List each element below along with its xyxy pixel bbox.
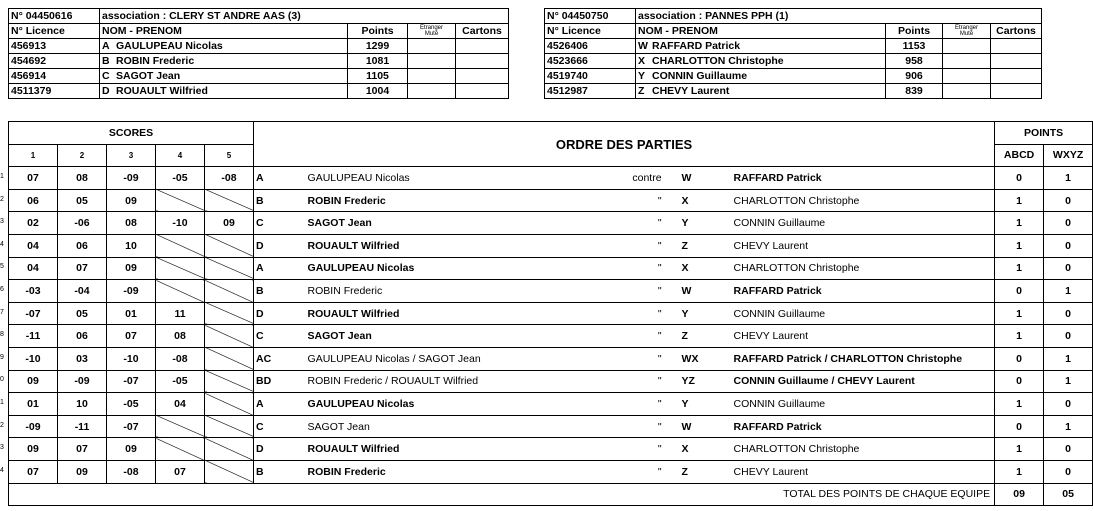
player-licence: 4512987 bbox=[545, 84, 636, 99]
score-cell: 09 bbox=[107, 257, 156, 280]
score-cell: 09 bbox=[58, 460, 107, 483]
right-letter: W bbox=[676, 280, 732, 303]
score-empty-cell bbox=[205, 280, 254, 303]
left-player: ROBIN Frederic bbox=[306, 460, 576, 483]
score-empty-cell bbox=[205, 347, 254, 370]
player-points: 906 bbox=[886, 69, 943, 84]
name-header: NOM - PRENOM bbox=[100, 24, 348, 39]
score-cell: -08 bbox=[205, 167, 254, 190]
player-cartons bbox=[456, 84, 509, 99]
points-abcd: 0 bbox=[995, 370, 1044, 393]
player-row bbox=[545, 54, 1042, 69]
points-abcd: 0 bbox=[995, 347, 1044, 370]
points-wxyz: 0 bbox=[1044, 302, 1093, 325]
player-row bbox=[9, 39, 509, 54]
player-etranger-mute bbox=[408, 39, 456, 54]
versus-label: " bbox=[576, 393, 676, 416]
row-number: 9 bbox=[0, 353, 4, 361]
team-b-table bbox=[544, 8, 1042, 99]
name-header: NOM - PRENOM bbox=[636, 24, 886, 39]
right-letter: Y bbox=[676, 302, 732, 325]
player-licence: 456914 bbox=[9, 69, 100, 84]
points-wxyz: 1 bbox=[1044, 370, 1093, 393]
versus-label: " bbox=[576, 189, 676, 212]
points-abcd: 0 bbox=[995, 415, 1044, 438]
player-cartons bbox=[991, 54, 1042, 69]
player-name: CHEVY Laurent bbox=[652, 85, 730, 97]
row-number: 2 bbox=[0, 195, 4, 203]
match-row bbox=[9, 212, 1093, 235]
left-player: ROUAULT Wilfried bbox=[306, 302, 576, 325]
right-player: CHARLOTTON Christophe bbox=[732, 438, 995, 461]
score-cell: 10 bbox=[58, 393, 107, 416]
score-cell: -09 bbox=[9, 415, 58, 438]
points-abcd: 1 bbox=[995, 212, 1044, 235]
versus-label: contre bbox=[576, 167, 676, 190]
score-cell: 07 bbox=[58, 257, 107, 280]
team-b-association: association : PANNES PPH (1) bbox=[636, 9, 1042, 24]
right-player: CHARLOTTON Christophe bbox=[732, 189, 995, 212]
player-name: ROUAULT Wilfried bbox=[116, 85, 208, 97]
team-a-association: association : CLERY ST ANDRE AAS (3) bbox=[100, 9, 509, 24]
points-wxyz: 0 bbox=[1044, 212, 1093, 235]
left-player: SAGOT Jean bbox=[306, 325, 576, 348]
cartons-header: Cartons bbox=[456, 24, 509, 39]
player-name-cell bbox=[100, 69, 348, 84]
left-letter: B bbox=[254, 280, 306, 303]
player-letter: Z bbox=[638, 85, 645, 97]
score-cell: 08 bbox=[156, 325, 205, 348]
player-licence: 4526406 bbox=[545, 39, 636, 54]
right-player: RAFFARD Patrick bbox=[732, 167, 995, 190]
score-cell: 09 bbox=[9, 370, 58, 393]
scores-title: SCORES bbox=[9, 122, 254, 145]
total-wxyz: 05 bbox=[1044, 483, 1093, 506]
score-cell: -09 bbox=[107, 167, 156, 190]
match-row bbox=[9, 234, 1093, 257]
score-col-1: 1 bbox=[9, 144, 58, 167]
player-letter: Y bbox=[638, 70, 646, 82]
score-cell: 06 bbox=[58, 325, 107, 348]
player-cartons bbox=[991, 84, 1042, 99]
right-player: CHEVY Laurent bbox=[732, 234, 995, 257]
player-name-cell bbox=[636, 54, 886, 69]
player-row bbox=[9, 54, 509, 69]
player-points: 1105 bbox=[348, 69, 408, 84]
left-player: ROUAULT Wilfried bbox=[306, 234, 576, 257]
points-abcd: 1 bbox=[995, 438, 1044, 461]
player-letter: D bbox=[102, 85, 110, 97]
score-cell: 05 bbox=[58, 189, 107, 212]
row-number: 4 bbox=[0, 240, 4, 248]
score-cell: 07 bbox=[107, 325, 156, 348]
score-cell: -06 bbox=[58, 212, 107, 235]
score-cell: 08 bbox=[58, 167, 107, 190]
score-empty-cell bbox=[205, 393, 254, 416]
match-row bbox=[9, 325, 1093, 348]
row-number: 6 bbox=[0, 285, 4, 293]
left-player: ROBIN Frederic bbox=[306, 280, 576, 303]
score-empty-cell bbox=[205, 370, 254, 393]
match-row bbox=[9, 280, 1093, 303]
points-wxyz: 0 bbox=[1044, 438, 1093, 461]
player-licence: 454692 bbox=[9, 54, 100, 69]
points-wxyz: 0 bbox=[1044, 257, 1093, 280]
left-player: GAULUPEAU Nicolas bbox=[306, 393, 576, 416]
player-etranger-mute bbox=[943, 54, 991, 69]
right-player: RAFFARD Patrick bbox=[732, 280, 995, 303]
score-cell: 04 bbox=[156, 393, 205, 416]
match-row bbox=[9, 370, 1093, 393]
right-player: CHARLOTTON Christophe bbox=[732, 257, 995, 280]
score-cell: -10 bbox=[9, 347, 58, 370]
match-row bbox=[9, 347, 1093, 370]
score-cell: 02 bbox=[9, 212, 58, 235]
score-cell: -03 bbox=[9, 280, 58, 303]
row-number: 3 bbox=[0, 444, 4, 452]
right-letter: X bbox=[676, 438, 732, 461]
player-letter: W bbox=[638, 40, 648, 52]
player-licence: 4511379 bbox=[9, 84, 100, 99]
versus-label: " bbox=[576, 234, 676, 257]
score-cell: -08 bbox=[107, 460, 156, 483]
versus-label: " bbox=[576, 438, 676, 461]
score-col-4: 4 bbox=[156, 144, 205, 167]
score-cell: 04 bbox=[9, 234, 58, 257]
player-points: 1004 bbox=[348, 84, 408, 99]
score-cell: -07 bbox=[9, 302, 58, 325]
score-cell: -11 bbox=[58, 415, 107, 438]
points-abcd: 1 bbox=[995, 460, 1044, 483]
points-wxyz: 0 bbox=[1044, 234, 1093, 257]
points-wxyz: 1 bbox=[1044, 167, 1093, 190]
score-cell: 07 bbox=[156, 460, 205, 483]
team-a-table bbox=[8, 8, 509, 99]
score-empty-cell bbox=[156, 257, 205, 280]
player-name: GAULUPEAU Nicolas bbox=[116, 40, 223, 52]
left-letter: D bbox=[254, 234, 306, 257]
left-player: GAULUPEAU Nicolas / SAGOT Jean bbox=[306, 347, 576, 370]
row-number: 4 bbox=[0, 466, 4, 474]
score-cell: 10 bbox=[107, 234, 156, 257]
matches-table bbox=[8, 121, 1093, 506]
order-title: ORDRE DES PARTIES bbox=[254, 122, 995, 167]
etranger-mute-header: Etranger Muté bbox=[408, 24, 456, 39]
points-abcd: 1 bbox=[995, 234, 1044, 257]
score-cell: 07 bbox=[9, 167, 58, 190]
score-cell: 01 bbox=[107, 302, 156, 325]
player-name-cell bbox=[636, 84, 886, 99]
row-number: 3 bbox=[0, 218, 4, 226]
points-abcd: 1 bbox=[995, 302, 1044, 325]
left-player: SAGOT Jean bbox=[306, 212, 576, 235]
right-player: RAFFARD Patrick bbox=[732, 415, 995, 438]
match-row bbox=[9, 393, 1093, 416]
match-row bbox=[9, 438, 1093, 461]
score-empty-cell bbox=[205, 460, 254, 483]
player-etranger-mute bbox=[943, 39, 991, 54]
player-name-cell bbox=[636, 69, 886, 84]
player-row bbox=[545, 84, 1042, 99]
score-cell: 03 bbox=[58, 347, 107, 370]
player-points: 1081 bbox=[348, 54, 408, 69]
points-wxyz: 0 bbox=[1044, 325, 1093, 348]
points-header: Points bbox=[886, 24, 943, 39]
right-player: CONNIN Guillaume bbox=[732, 302, 995, 325]
score-empty-cell bbox=[156, 415, 205, 438]
score-cell: -07 bbox=[107, 415, 156, 438]
score-cell: -10 bbox=[156, 212, 205, 235]
score-cell: 01 bbox=[9, 393, 58, 416]
versus-label: " bbox=[576, 370, 676, 393]
score-col-3: 3 bbox=[107, 144, 156, 167]
right-letter: Z bbox=[676, 234, 732, 257]
left-letter: B bbox=[254, 460, 306, 483]
score-col-5: 5 bbox=[205, 144, 254, 167]
left-letter: D bbox=[254, 302, 306, 325]
wxyz-header: WXYZ bbox=[1044, 144, 1093, 167]
player-name: ROBIN Frederic bbox=[116, 55, 195, 67]
right-letter: Z bbox=[676, 460, 732, 483]
right-player: CHEVY Laurent bbox=[732, 325, 995, 348]
player-row bbox=[545, 69, 1042, 84]
score-cell: 06 bbox=[58, 234, 107, 257]
score-empty-cell bbox=[156, 234, 205, 257]
player-cartons bbox=[456, 54, 509, 69]
score-cell: -05 bbox=[156, 167, 205, 190]
versus-label: " bbox=[576, 415, 676, 438]
etranger-mute-header: Etranger Muté bbox=[943, 24, 991, 39]
player-name: CHARLOTTON Christophe bbox=[652, 55, 784, 67]
left-player: GAULUPEAU Nicolas bbox=[306, 167, 576, 190]
team-b-number: N° 04450750 bbox=[545, 9, 636, 24]
left-player: ROUAULT Wilfried bbox=[306, 438, 576, 461]
score-cell: 11 bbox=[156, 302, 205, 325]
left-player: ROBIN Frederic bbox=[306, 189, 576, 212]
player-row bbox=[545, 39, 1042, 54]
player-etranger-mute bbox=[408, 69, 456, 84]
player-points: 958 bbox=[886, 54, 943, 69]
points-wxyz: 0 bbox=[1044, 393, 1093, 416]
player-name-cell bbox=[100, 54, 348, 69]
right-player: CONNIN Guillaume bbox=[732, 212, 995, 235]
score-cell: 09 bbox=[107, 438, 156, 461]
player-etranger-mute bbox=[408, 54, 456, 69]
player-cartons bbox=[456, 69, 509, 84]
score-col-2: 2 bbox=[58, 144, 107, 167]
score-cell: -08 bbox=[156, 347, 205, 370]
versus-label: " bbox=[576, 257, 676, 280]
row-number: 1 bbox=[0, 172, 4, 180]
score-cell: 05 bbox=[58, 302, 107, 325]
score-cell: -09 bbox=[107, 280, 156, 303]
score-empty-cell bbox=[205, 302, 254, 325]
points-wxyz: 1 bbox=[1044, 415, 1093, 438]
player-cartons bbox=[456, 39, 509, 54]
match-row bbox=[9, 302, 1093, 325]
licence-header: N° Licence bbox=[545, 24, 636, 39]
left-letter: D bbox=[254, 438, 306, 461]
player-points: 1299 bbox=[348, 39, 408, 54]
left-letter: C bbox=[254, 212, 306, 235]
player-name-cell bbox=[636, 39, 886, 54]
player-letter: X bbox=[638, 55, 646, 67]
score-empty-cell bbox=[205, 438, 254, 461]
team-a-number: N° 04450616 bbox=[9, 9, 100, 24]
right-letter: W bbox=[676, 415, 732, 438]
right-letter: W bbox=[676, 167, 732, 190]
total-label: TOTAL DES POINTS DE CHAQUE EQUIPE bbox=[9, 483, 995, 506]
right-player: CHEVY Laurent bbox=[732, 460, 995, 483]
right-player: RAFFARD Patrick / CHARLOTTON Christophe bbox=[732, 347, 995, 370]
left-letter: A bbox=[254, 257, 306, 280]
score-cell: 06 bbox=[9, 189, 58, 212]
points-wxyz: 1 bbox=[1044, 280, 1093, 303]
right-letter: Y bbox=[676, 212, 732, 235]
score-cell: -10 bbox=[107, 347, 156, 370]
left-letter: AC bbox=[254, 347, 306, 370]
points-abcd: 1 bbox=[995, 393, 1044, 416]
left-player: SAGOT Jean bbox=[306, 415, 576, 438]
points-abcd: 1 bbox=[995, 189, 1044, 212]
score-empty-cell bbox=[205, 234, 254, 257]
right-letter: Y bbox=[676, 393, 732, 416]
score-cell: -04 bbox=[58, 280, 107, 303]
score-empty-cell bbox=[205, 325, 254, 348]
versus-label: " bbox=[576, 460, 676, 483]
player-row bbox=[9, 69, 509, 84]
right-letter: Z bbox=[676, 325, 732, 348]
player-licence: 4519740 bbox=[545, 69, 636, 84]
row-number: 2 bbox=[0, 421, 4, 429]
score-empty-cell bbox=[156, 280, 205, 303]
versus-label: " bbox=[576, 280, 676, 303]
score-empty-cell bbox=[156, 189, 205, 212]
match-row bbox=[9, 415, 1093, 438]
score-empty-cell bbox=[205, 189, 254, 212]
match-row bbox=[9, 167, 1093, 190]
right-letter: WX bbox=[676, 347, 732, 370]
match-row bbox=[9, 189, 1093, 212]
player-etranger-mute bbox=[943, 84, 991, 99]
versus-label: " bbox=[576, 302, 676, 325]
score-empty-cell bbox=[205, 415, 254, 438]
score-empty-cell bbox=[205, 257, 254, 280]
match-row bbox=[9, 460, 1093, 483]
score-cell: -05 bbox=[107, 393, 156, 416]
points-wxyz: 0 bbox=[1044, 460, 1093, 483]
left-letter: C bbox=[254, 325, 306, 348]
score-cell: 09 bbox=[205, 212, 254, 235]
player-name: CONNIN Guillaume bbox=[652, 70, 748, 82]
points-abcd: 0 bbox=[995, 280, 1044, 303]
player-cartons bbox=[991, 39, 1042, 54]
points-abcd: 0 bbox=[995, 167, 1044, 190]
score-cell: 04 bbox=[9, 257, 58, 280]
score-cell: 09 bbox=[107, 189, 156, 212]
points-header: Points bbox=[348, 24, 408, 39]
left-player: ROBIN Frederic / ROUAULT Wilfried bbox=[306, 370, 576, 393]
total-abcd: 09 bbox=[995, 483, 1044, 506]
abcd-header: ABCD bbox=[995, 144, 1044, 167]
left-letter: C bbox=[254, 415, 306, 438]
left-letter: B bbox=[254, 189, 306, 212]
points-wxyz: 1 bbox=[1044, 347, 1093, 370]
player-licence: 456913 bbox=[9, 39, 100, 54]
player-row bbox=[9, 84, 509, 99]
match-row bbox=[9, 257, 1093, 280]
score-cell: 09 bbox=[9, 438, 58, 461]
player-letter: C bbox=[102, 70, 110, 82]
left-letter: A bbox=[254, 167, 306, 190]
player-name-cell bbox=[100, 84, 348, 99]
row-number: 7 bbox=[0, 308, 4, 316]
versus-label: " bbox=[576, 347, 676, 370]
row-number: 5 bbox=[0, 263, 4, 271]
row-number: 0 bbox=[0, 376, 4, 384]
left-letter: A bbox=[254, 393, 306, 416]
versus-label: " bbox=[576, 212, 676, 235]
points-abcd: 1 bbox=[995, 325, 1044, 348]
score-cell: -11 bbox=[9, 325, 58, 348]
player-points: 1153 bbox=[886, 39, 943, 54]
score-cell: -05 bbox=[156, 370, 205, 393]
versus-label: " bbox=[576, 325, 676, 348]
score-cell: 07 bbox=[9, 460, 58, 483]
points-abcd: 1 bbox=[995, 257, 1044, 280]
player-etranger-mute bbox=[943, 69, 991, 84]
left-letter: BD bbox=[254, 370, 306, 393]
right-player: CONNIN Guillaume / CHEVY Laurent bbox=[732, 370, 995, 393]
player-name: RAFFARD Patrick bbox=[652, 40, 741, 52]
points-title: POINTS bbox=[995, 122, 1093, 145]
licence-header: N° Licence bbox=[9, 24, 100, 39]
player-name-cell bbox=[100, 39, 348, 54]
score-cell: -07 bbox=[107, 370, 156, 393]
score-cell: 07 bbox=[58, 438, 107, 461]
right-letter: YZ bbox=[676, 370, 732, 393]
player-points: 839 bbox=[886, 84, 943, 99]
left-player: GAULUPEAU Nicolas bbox=[306, 257, 576, 280]
right-letter: X bbox=[676, 189, 732, 212]
row-number: 1 bbox=[0, 398, 4, 406]
player-letter: B bbox=[102, 55, 110, 67]
score-cell: 08 bbox=[107, 212, 156, 235]
player-name: SAGOT Jean bbox=[116, 70, 181, 82]
cartons-header: Cartons bbox=[991, 24, 1042, 39]
player-etranger-mute bbox=[408, 84, 456, 99]
score-cell: -09 bbox=[58, 370, 107, 393]
player-licence: 4523666 bbox=[545, 54, 636, 69]
right-letter: X bbox=[676, 257, 732, 280]
player-letter: A bbox=[102, 40, 110, 52]
points-wxyz: 0 bbox=[1044, 189, 1093, 212]
score-empty-cell bbox=[156, 438, 205, 461]
player-cartons bbox=[991, 69, 1042, 84]
row-number: 8 bbox=[0, 331, 4, 339]
right-player: CONNIN Guillaume bbox=[732, 393, 995, 416]
